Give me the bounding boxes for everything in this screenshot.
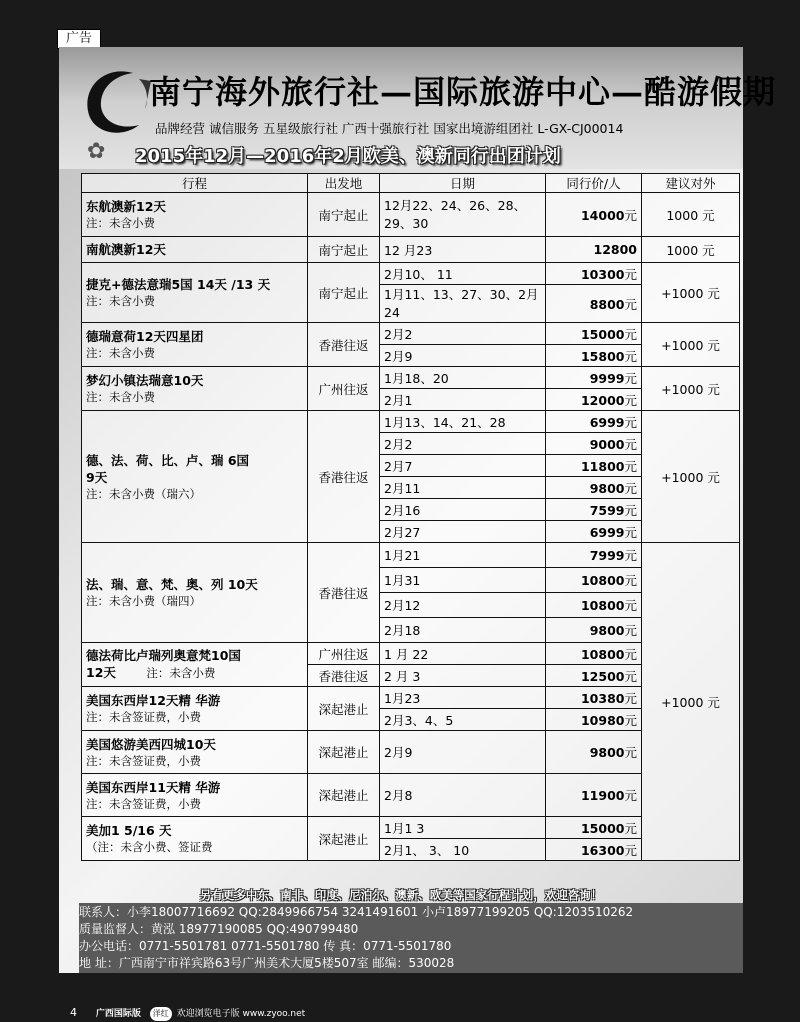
departure-cell: 香港往返 — [308, 411, 380, 543]
dates-cell: 1月23 — [380, 687, 546, 709]
suggested-cell: +1000 元 — [642, 411, 740, 543]
agency-title: 南宁海外旅行社—国际旅游中心—酷游假期 — [149, 73, 777, 111]
header-suggested: 建议对外 — [642, 174, 740, 193]
table-row — [82, 687, 740, 709]
dates-cell: 2月9 — [380, 731, 546, 774]
table-row — [82, 237, 740, 263]
flyer-page — [59, 47, 777, 973]
table-row — [82, 411, 740, 433]
price-cell: 10380元 — [546, 687, 642, 709]
route-cell: 美加1 5/16 天 （注：未含小费、签证费 — [82, 817, 308, 861]
dates-cell: 1月31 — [380, 568, 546, 593]
publication-badge-icon: 洋红 — [150, 1007, 172, 1021]
price-cell: 6999元 — [546, 411, 642, 433]
plan-title: 2015年12月—2016年2月欧美、澳新同行出团计划 — [135, 146, 561, 167]
price-cell: 15000元 — [546, 323, 642, 345]
agency-logo-icon — [73, 59, 157, 143]
suggested-merged-cell: +1000 元 — [642, 543, 740, 861]
dates-cell: 2月1、 3、 10 — [380, 839, 546, 861]
price-cell: 12500元 — [546, 665, 642, 687]
dates-cell: 12 月23 — [380, 237, 546, 263]
price-cell: 7599元 — [546, 499, 642, 521]
dates-cell: 1月18、20 — [380, 367, 546, 389]
route-cell: 美国东西岸11天精 华游 注：未含签证费，小费 — [82, 774, 308, 817]
dates-cell: 2月12 — [380, 593, 546, 618]
table-header-row — [82, 174, 740, 193]
contact-box — [79, 903, 743, 973]
dates-cell: 2月3、4、5 — [380, 709, 546, 731]
agency-tagline: 品牌经营 诚信服务 五星级旅行社 广西十强旅行社 国家出境游组团社 L-GX-CJ00014 — [155, 121, 624, 136]
table-row — [82, 643, 740, 665]
price-cell: 9000元 — [546, 433, 642, 455]
price-cell: 14000元 — [546, 193, 642, 237]
departure-cell: 深起港止 — [308, 687, 380, 731]
price-cell: 12800 — [546, 237, 642, 263]
route-cell: 德、法、荷、比、卢、瑞 6国 9天 注：未含小费（瑞六） — [82, 411, 308, 543]
dates-cell: 2月11 — [380, 477, 546, 499]
departure-cell: 深起港止 — [308, 774, 380, 817]
route-cell: 德法荷比卢瑞列奥意梵10国 12天 注：未含小费 — [82, 643, 308, 687]
header-price: 同行价/人 — [546, 174, 642, 193]
route-cell: 捷克+德法意瑞5国 14天 /13 天 注：未含小费 — [82, 263, 308, 323]
price-cell: 9800元 — [546, 477, 642, 499]
dates-cell: 2月16 — [380, 499, 546, 521]
suggested-cell: 1000 元 — [642, 193, 740, 237]
price-cell: 10800元 — [546, 568, 642, 593]
departure-cell: 香港往返 — [308, 323, 380, 367]
price-cell: 10300元 — [546, 263, 642, 285]
departure-cell: 南宁起止 — [308, 237, 380, 263]
contact-persons: 联系人：小李18007716692 QQ:2849966754 3241491601 小卢18977199205 QQ:1203510262 — [79, 905, 634, 919]
dates-cell: 1 月 22 — [380, 643, 546, 665]
dates-cell: 1月1 3 — [380, 817, 546, 839]
table-row — [82, 323, 740, 345]
price-cell: 15800元 — [546, 345, 642, 367]
departure-cell: 香港往返 — [308, 543, 380, 643]
suggested-cell: +1000 元 — [642, 367, 740, 411]
dates-cell: 2月2 — [380, 433, 546, 455]
page-number: 4 — [70, 1006, 77, 1019]
suggested-cell: +1000 元 — [642, 263, 740, 323]
dates-cell: 2月7 — [380, 455, 546, 477]
dates-cell: 1月21 — [380, 543, 546, 568]
departure-cell: 南宁起止 — [308, 263, 380, 323]
suggested-cell: +1000 元 — [642, 323, 740, 367]
table-row — [82, 543, 740, 568]
dates-cell: 2 月 3 — [380, 665, 546, 687]
more-itineraries-note: 另有更多中东、南非、印度、尼泊尔、澳新、欧美等国家行程计划，欢迎咨询！ — [199, 888, 603, 902]
dates-cell: 12月22、24、26、28、29、30 — [380, 193, 546, 237]
dates-cell: 2月9 — [380, 345, 546, 367]
office-phone: 办公电话：0771-5501781 0771-5501780 传 真：0771-5501780 — [79, 939, 452, 953]
departure-cell: 广州往返 — [308, 367, 380, 411]
footer-website: 欢迎浏览电子版 www.zyoo.net — [176, 1009, 306, 1019]
ad-label: 广告 — [57, 29, 101, 49]
price-cell: 12000元 — [546, 389, 642, 411]
departure-cell: 南宁起止 — [308, 193, 380, 237]
departure-cell: 广州往返 — [308, 643, 380, 665]
dates-cell: 2月1 — [380, 389, 546, 411]
table-row — [82, 817, 740, 839]
price-cell: 11900元 — [546, 774, 642, 817]
price-cell: 15000元 — [546, 817, 642, 839]
price-cell: 9999元 — [546, 367, 642, 389]
route-cell: 南航澳新12天 — [82, 237, 308, 263]
table-row — [82, 774, 740, 817]
dates-cell: 2月18 — [380, 618, 546, 643]
route-cell: 东航澳新12天 注：未含小费 — [82, 193, 308, 237]
table-row — [82, 367, 740, 389]
price-cell: 9800元 — [546, 731, 642, 774]
price-cell: 8800元 — [546, 285, 642, 323]
publication-name: 广西国际版 — [95, 1009, 141, 1019]
departure-cell: 香港往返 — [308, 665, 380, 687]
table-row — [82, 193, 740, 237]
table-row — [82, 731, 740, 774]
price-cell: 7999元 — [546, 543, 642, 568]
header-departure: 出发地 — [308, 174, 380, 193]
price-cell: 10800元 — [546, 593, 642, 618]
dates-cell: 1月11、13、27、30、2月24 — [380, 285, 546, 323]
price-cell: 11800元 — [546, 455, 642, 477]
route-cell: 德瑞意荷12天四星团 注：未含小费 — [82, 323, 308, 367]
suggested-cell: 1000 元 — [642, 237, 740, 263]
dates-cell: 2月10、 11 — [380, 263, 546, 285]
header-route: 行程 — [82, 174, 308, 193]
dates-cell: 2月8 — [380, 774, 546, 817]
trip-table — [81, 173, 740, 861]
price-cell: 10800元 — [546, 643, 642, 665]
quality-supervisor: 质量监督人：黄泓 18977190085 QQ:490799480 — [79, 922, 359, 936]
header — [59, 47, 777, 169]
dates-cell: 2月27 — [380, 521, 546, 543]
page-footer — [70, 1006, 305, 1021]
price-cell: 16300元 — [546, 839, 642, 861]
departure-cell: 深起港止 — [308, 731, 380, 774]
price-cell: 6999元 — [546, 521, 642, 543]
route-cell: 法、瑞、意、梵、奥、列 10天 注：未含小费（瑞四） — [82, 543, 308, 643]
table-row — [82, 263, 740, 285]
flower-decoration-icon: ✿ — [87, 139, 106, 164]
dates-cell: 2月2 — [380, 323, 546, 345]
departure-cell: 深起港止 — [308, 817, 380, 861]
route-cell: 美国悠游美西四城10天 注：未含签证费，小费 — [82, 731, 308, 774]
address: 地 址：广西南宁市祥宾路63号广州美术大厦5楼507室 邮编：530028 — [79, 956, 455, 970]
dates-cell: 1月13、14、21、28 — [380, 411, 546, 433]
price-cell: 10980元 — [546, 709, 642, 731]
route-cell: 美国东西岸12天精 华游 注：未含签证费，小费 — [82, 687, 308, 731]
route-cell: 梦幻小镇法瑞意10天 注：未含小费 — [82, 367, 308, 411]
price-cell: 9800元 — [546, 618, 642, 643]
header-dates: 日期 — [380, 174, 546, 193]
